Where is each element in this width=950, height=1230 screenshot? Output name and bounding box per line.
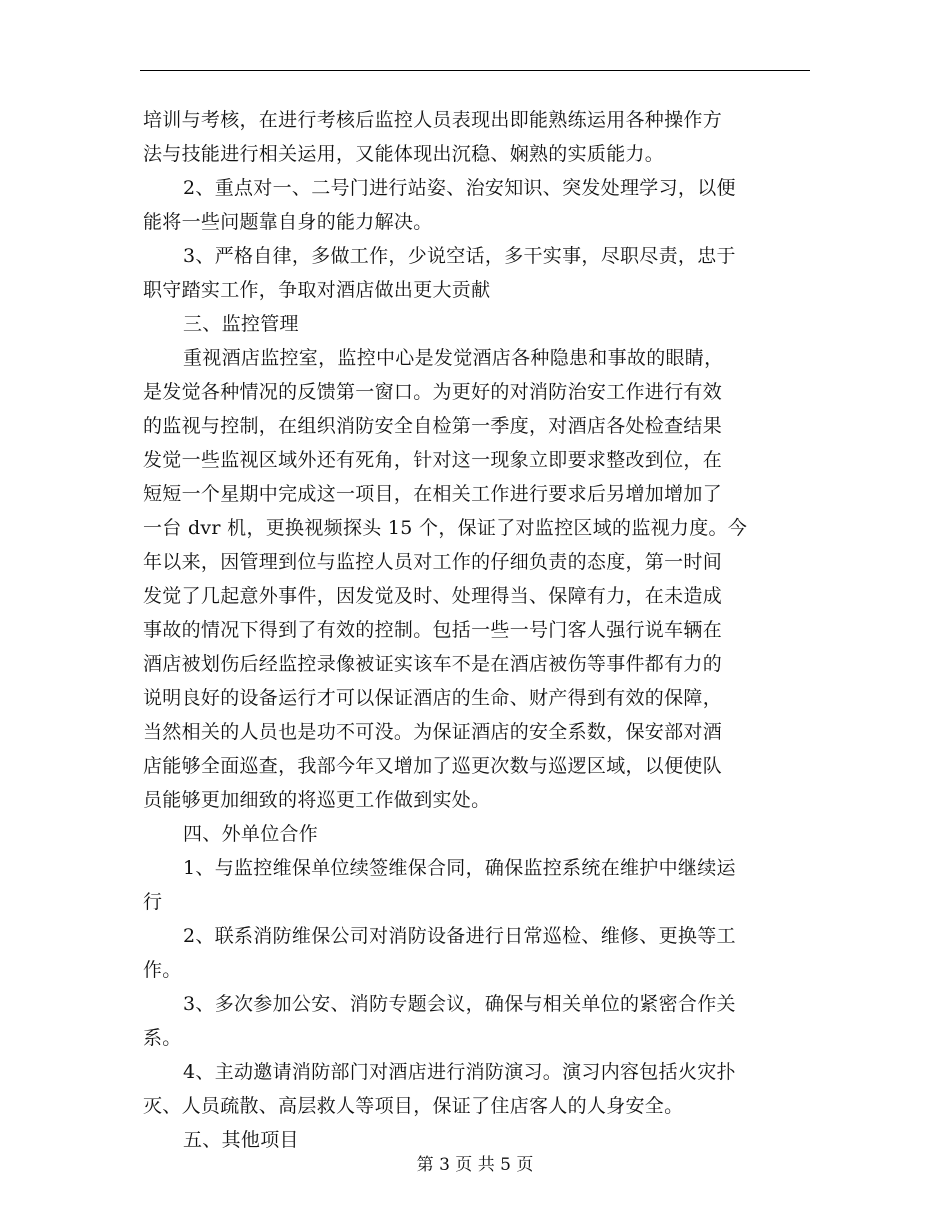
text-line: 一台 dvr 机，更换视频探头 15 个，保证了对监控区域的监视力度。今 (143, 517, 748, 539)
text-line: 发觉了几起意外事件，因发觉及时、处理得当、保障有力，在未造成 (143, 585, 723, 607)
text-line: 能将一些问题靠自身的能力解决。 (143, 211, 433, 233)
text-line: 3、严格自律，多做工作，少说空话，多干实事，尽职尽责，忠于 (183, 245, 736, 267)
text-line: 酒店被划伤后经监控录像被证实该车不是在酒店被伤等事件都有力的 (143, 653, 723, 675)
text-line: 的监视与控制，在组织消防安全自检第一季度，对酒店各处检查结果 (143, 415, 723, 437)
text-line: 年以来，因管理到位与监控人员对工作的仔细负责的态度，第一时间 (143, 551, 723, 573)
text-line: 说明良好的设备运行才可以保证酒店的生命、财产得到有效的保障， (143, 687, 723, 709)
text-line: 重视酒店监控室，监控中心是发觉酒店各种隐患和事故的眼睛， (183, 347, 724, 369)
document-body (143, 103, 810, 1157)
text-line: 发觉一些监视区域外还有死角，针对这一现象立即要求整改到位，在 (143, 449, 723, 471)
text-line: 系。 (143, 1027, 182, 1049)
text-line: 培训与考核，在进行考核后监控人员表现出即能熟练运用各种操作方 (143, 109, 723, 131)
text-line: 是发觉各种情况的反馈第一窗口。为更好的对消防治安工作进行有效 (143, 381, 723, 403)
text-line: 3、多次参加公安、消防专题会议，确保与相关单位的紧密合作关 (183, 993, 736, 1015)
page-number-footer: 第 3 页 共 5 页 (416, 1155, 534, 1175)
text-line: 法与技能进行相关运用，又能体现出沉稳、娴熟的实质能力。 (143, 143, 665, 165)
text-line: 职守踏实工作，争取对酒店做出更大贡献 (143, 279, 491, 301)
text-line: 2、联系消防维保公司对消防设备进行日常巡检、维修、更换等工 (183, 925, 736, 947)
text-line: 事故的情况下得到了有效的控制。包括一些一号门客人强行说车辆在 (143, 619, 723, 641)
text-line: 1、与监控维保单位续签维保合同，确保监控系统在维护中继续运 (183, 857, 736, 879)
text-line: 五、其他项目 (183, 1129, 299, 1151)
header-rule (140, 70, 810, 71)
text-line: 4、主动邀请消防部门对酒店进行消防演习。演习内容包括火灾扑 (183, 1061, 736, 1083)
text-line: 员能够更加细致的将巡更工作做到实处。 (143, 789, 491, 811)
text-line: 2、重点对一、二号门进行站姿、治安知识、突发处理学习，以便 (183, 177, 736, 199)
text-line: 店能够全面巡查，我部今年又增加了巡更次数与巡逻区域，以便使队 (143, 755, 723, 777)
text-line: 三、监控管理 (183, 313, 299, 335)
text-line: 行 (143, 891, 163, 913)
text-line: 当然相关的人员也是功不可没。为保证酒店的安全系数，保安部对酒 (143, 721, 723, 743)
text-line: 四、外单位合作 (183, 823, 319, 845)
text-line: 短短一个星期中完成这一项目，在相关工作进行要求后另增加增加了 (143, 483, 723, 505)
text-line: 作。 (143, 959, 182, 981)
text-line: 灭、人员疏散、高层救人等项目，保证了住店客人的人身安全。 (143, 1095, 684, 1117)
